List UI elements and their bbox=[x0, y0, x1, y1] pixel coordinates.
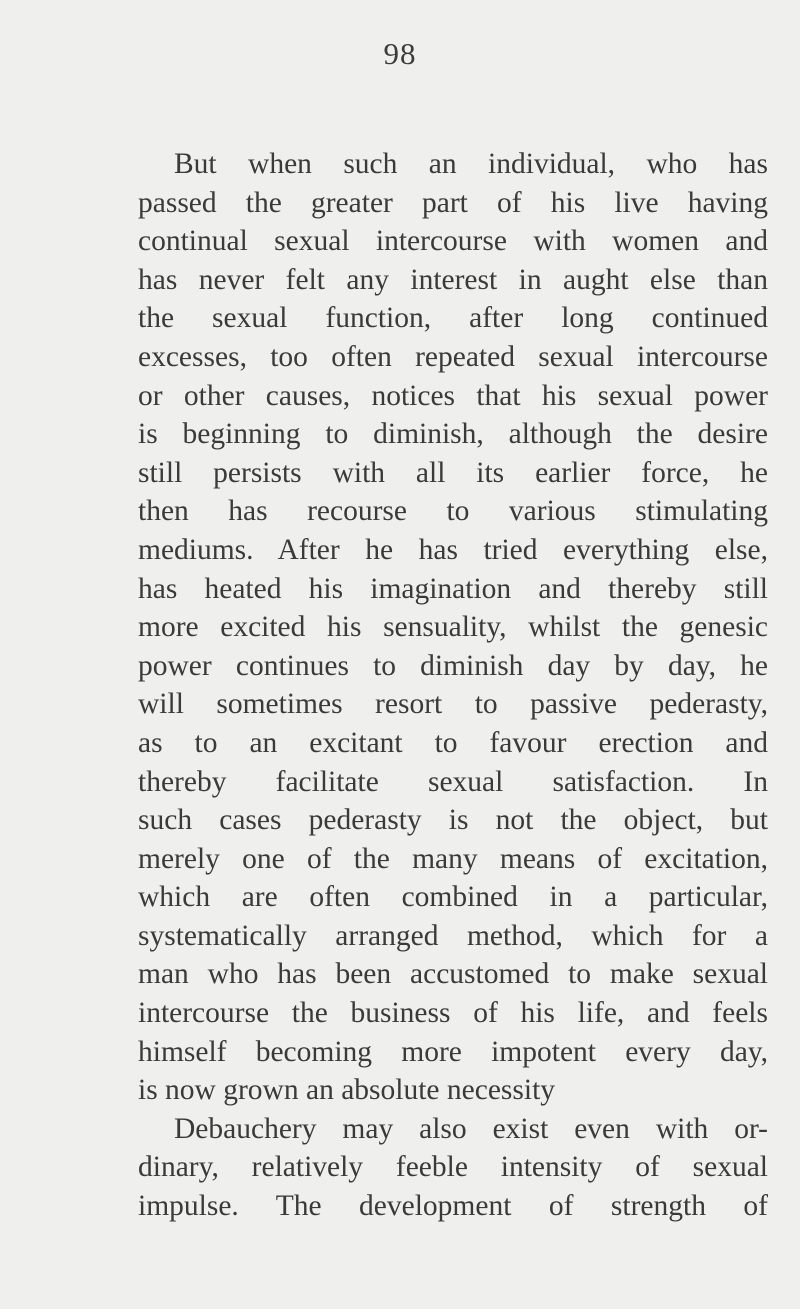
page-number: 98 bbox=[383, 36, 417, 71]
text-line: merely one of the many means of excitation, bbox=[138, 842, 768, 875]
text-line: dinary, relatively feeble intensity of sexual bbox=[138, 1151, 768, 1184]
text-line: continual sexual intercourse with women and bbox=[138, 225, 768, 258]
text-line: mediums. After he has tried everything else, bbox=[138, 533, 768, 566]
text-line: as to an excitant to favour erection and bbox=[138, 726, 768, 759]
text-line: which are often combined in a particular, bbox=[138, 881, 768, 914]
text-line: is now grown an absolute necessity bbox=[138, 1074, 556, 1107]
text-line: will sometimes resort to passive pederasty, bbox=[138, 688, 768, 721]
text-line: passed the greater part of his live having bbox=[138, 186, 768, 219]
text-line: intercourse the business of his life, and feels bbox=[138, 997, 768, 1030]
text-line: systematically arranged method, which for a bbox=[138, 919, 768, 952]
text-line: man who has been accustomed to make sexual bbox=[138, 958, 768, 991]
body-text bbox=[138, 145, 768, 1226]
text-line: himself becoming more impotent every day, bbox=[138, 1035, 768, 1068]
text-line: the sexual function, after long continued bbox=[138, 302, 768, 335]
text-line: is beginning to diminish, although the desire bbox=[138, 418, 768, 451]
text-line: impulse. The development of strength of bbox=[138, 1190, 768, 1223]
text-line: Debauchery may also exist even with or- bbox=[174, 1112, 768, 1145]
text-line: excesses, too often repeated sexual intercourse bbox=[138, 340, 768, 373]
paragraph bbox=[138, 1110, 768, 1226]
paragraph bbox=[138, 145, 768, 1110]
text-line: then has recourse to various stimulating bbox=[138, 495, 768, 528]
text-line: But when such an individual, who has bbox=[174, 148, 768, 180]
text-line: still persists with all its earlier force, he bbox=[138, 456, 768, 489]
text-line: has never felt any interest in aught else than bbox=[138, 263, 768, 296]
text-line: thereby facilitate sexual satisfaction. In bbox=[138, 765, 768, 798]
text-line: power continues to diminish day by day, he bbox=[138, 649, 768, 682]
text-line: has heated his imagination and thereby still bbox=[138, 572, 768, 605]
text-line: or other causes, notices that his sexual power bbox=[138, 379, 768, 412]
text-line: such cases pederasty is not the object, but bbox=[138, 804, 768, 837]
text-line: more excited his sensuality, whilst the genesic bbox=[138, 611, 768, 644]
